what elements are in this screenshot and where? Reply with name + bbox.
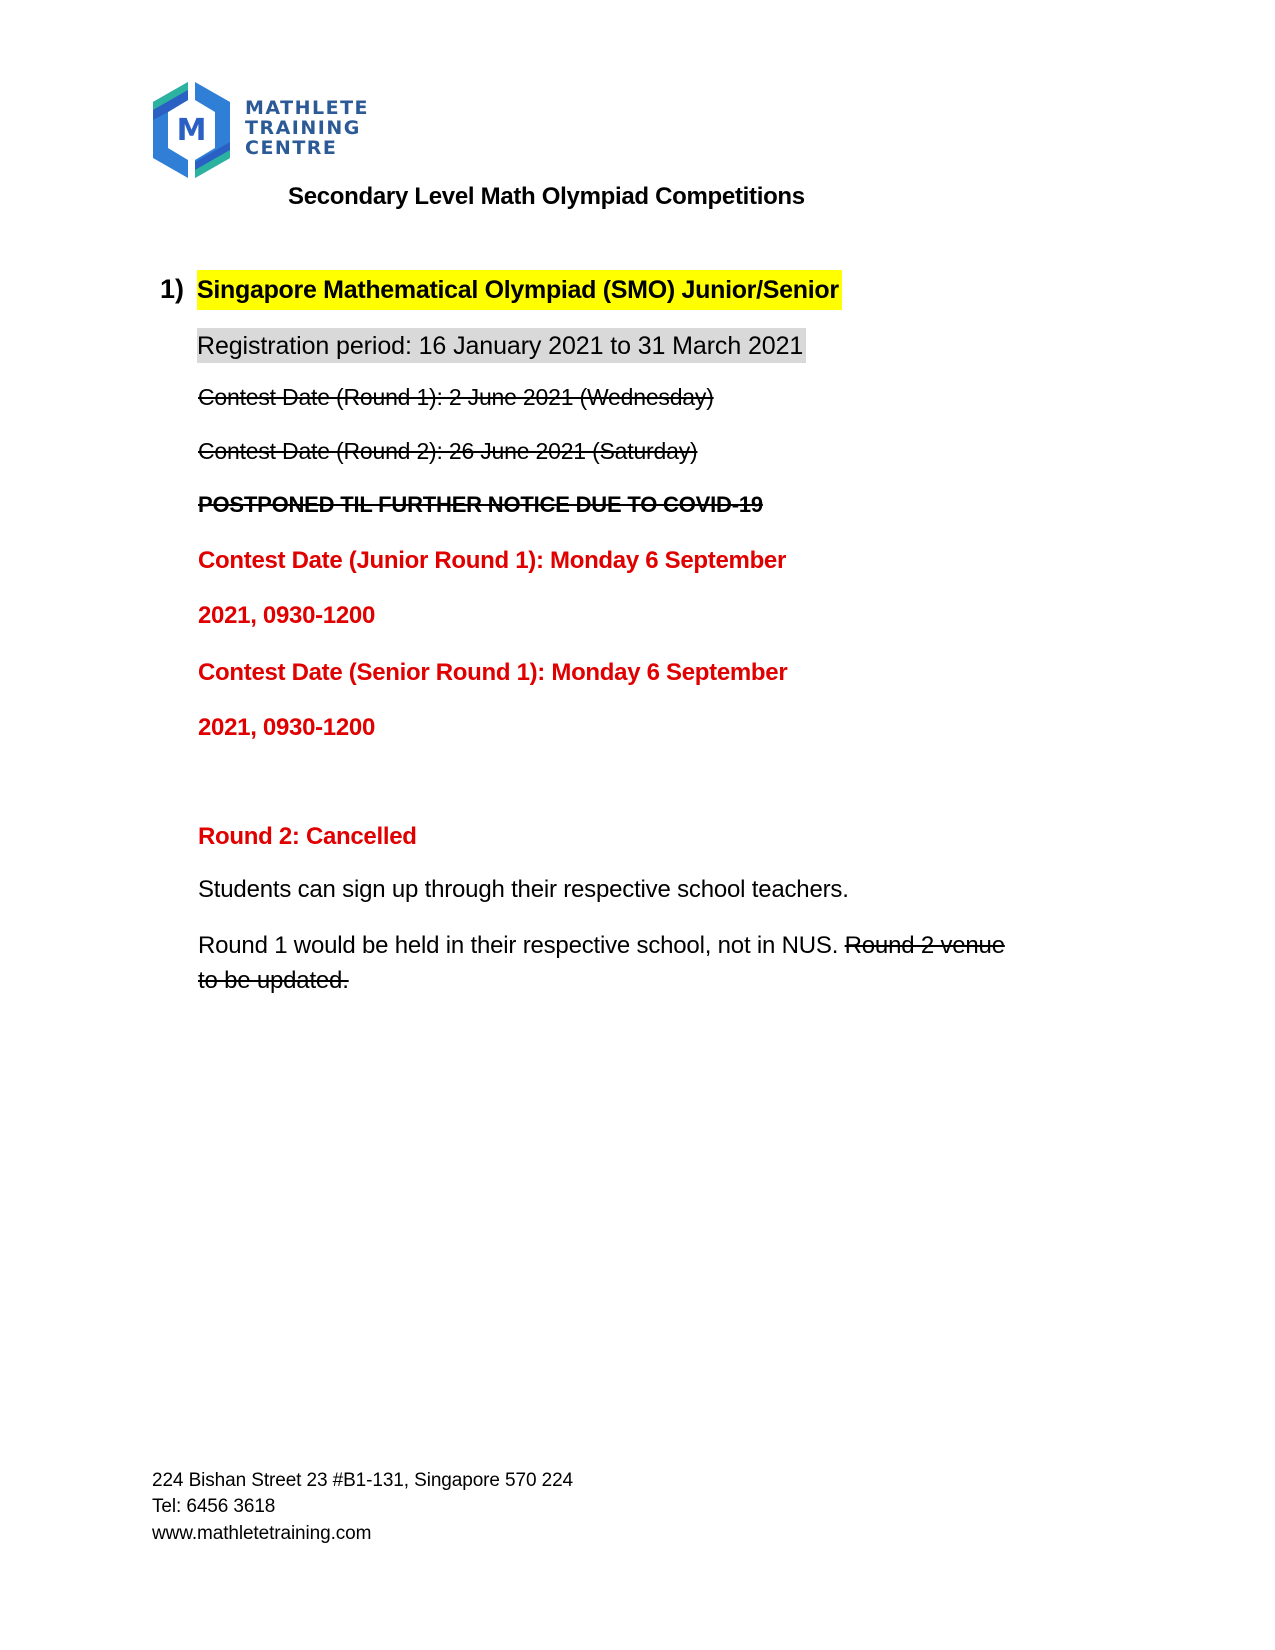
svg-text:M: M [176,113,207,148]
round2-status: Round 2: Cancelled [198,823,417,850]
footer-website[interactable]: www.mathletetraining.com [152,1523,372,1544]
hexagon-logo-icon [150,80,240,180]
registration-period: Registration period: 16 January 2021 to 31 March 2021 [197,328,806,363]
logo-line-1: MATHLETE [245,97,370,119]
struck-postponed-notice: POSTPONED TIL FURTHER NOTICE DUE TO COVID-19 [198,492,763,517]
logo-line-3: CENTRE [245,137,338,159]
signup-note: Students can sign up through their respective school teachers. [198,876,849,903]
struck-venue-note-cont: to be updated. [198,967,349,994]
section-number: 1) [160,274,185,304]
struck-venue-note: Round 2 venue [844,932,1005,959]
senior-contest-date: Contest Date (Senior Round 1): Monday 6 September [198,659,788,686]
venue-note-text: Round 1 would be held in their respective school, not in NUS. [198,932,839,959]
venue-note [198,932,1005,960]
struck-contest-round2: Contest Date (Round 2): 26 June 2021 (Saturday) [198,438,698,464]
junior-contest-date: Contest Date (Junior Round 1): Monday 6 September [198,547,787,574]
logo-wordmark [245,98,369,158]
senior-contest-time: 2021, 0930-1200 [198,714,376,741]
footer-tel: Tel: 6456 3618 [152,1496,276,1517]
junior-contest-time: 2021, 0930-1200 [198,602,376,629]
struck-contest-round1: Contest Date (Round 1): 2 June 2021 (Wednesday) [198,384,714,410]
logo-line-2: TRAINING [245,117,361,139]
section-heading: Singapore Mathematical Olympiad (SMO) Junior/Senior [197,270,842,310]
footer-address: 224 Bishan Street 23 #B1-131, Singapore 570 224 [152,1470,574,1491]
page-title: Secondary Level Math Olympiad Competitions [288,183,805,210]
logo-mark [150,80,240,180]
